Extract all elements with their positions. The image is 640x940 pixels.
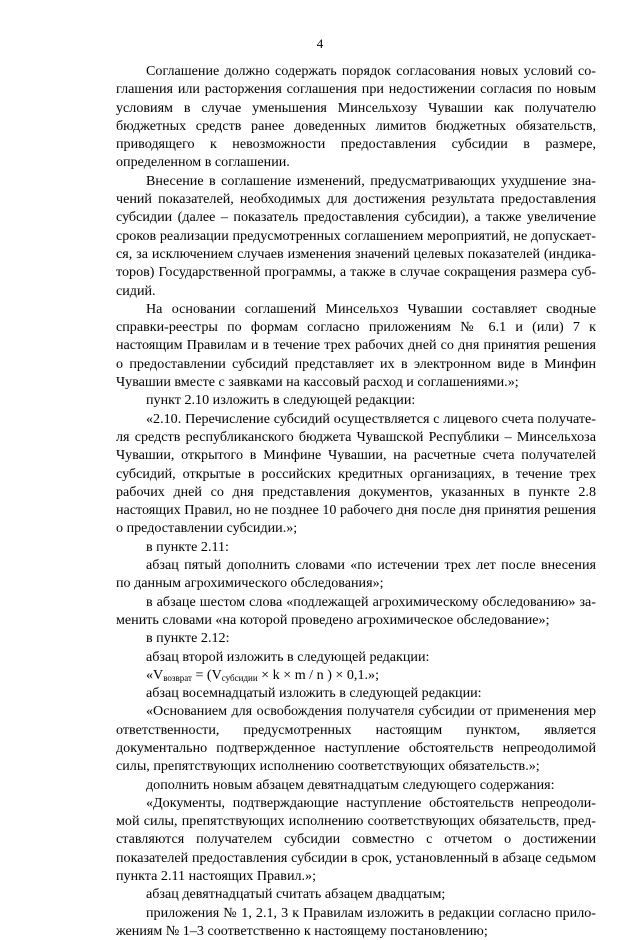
formula-rest: × k × m / n ) × 0,1.»; <box>257 666 379 683</box>
page-number: 4 <box>316 36 324 51</box>
formula-mid: = (V <box>191 666 222 683</box>
paragraph-documents-force-majeure: «Документы, подтверждающие наступление обстоятельств непреодолимой силы, препятствующих исполнению соответствующих обязательств, представляются получателем субсидии совместно с отчетом о достижении показателей предоставления субсидии в срок, установленный в абзаце седьмом пункта 2.11 настоящих Правил.»; <box>116 794 596 885</box>
paragraph-item-2-12-second: абзац второй изложить в следующей редакции: <box>146 648 430 665</box>
paragraph-force-majeure: «Основанием для освобождения получателя субсидии от применения мер ответственности, предусмотренных настоящим пунктом, является документально подтвержденное наступление обстоятельств непреодолимой силы, препятствующих исполнению соответствующих обязательств.»; <box>116 703 596 775</box>
paragraph-item-2-11-fifth: абзац пятый дополнить словами «по истечении трех лет после внесения по данным агрохимического обследования»; <box>116 557 596 592</box>
paragraph-appendices: приложения № 1, 2.1, 3 к Правилам изложить в редакции согласно приложениям № 1–3 соответственно к настоящему постановлению; <box>116 904 596 939</box>
paragraph-item-2-11-intro: в пункте 2.11: <box>146 538 229 555</box>
paragraph-registry-certificates: На основании соглашений Минсельхоз Чувашии составляет сводные справки-реестры по формам согласно приложениям № 6.1 и (или) 7 к настоящим Правилам и в течение трех рабочих дней со дня принятия решения о предоставлении субсидий представляет их в электронном виде в Минфин Чувашии вместе с заявками на кассовый расход и соглашениями.»; <box>116 300 596 391</box>
paragraph-item-2-12-eighteenth: абзац восемнадцатый изложить в следующей редакции: <box>146 685 482 702</box>
document-body <box>116 62 596 940</box>
paragraph-item-2-11-sixth: в абзаце шестом слова «подлежащей агрохимическому обследованию» заменить словами «на которой проведено агрохимическое обследование»; <box>116 593 596 628</box>
paragraph-item-2-10-intro: пункт 2.10 изложить в следующей редакции: <box>146 392 416 409</box>
formula-open: «V <box>146 666 164 683</box>
paragraph-agreement-procedure: Соглашение должно содержать порядок согласования новых условий соглашения или расторжения соглашения при недостижении согласия по новым условиям в случае уменьшения Минсельхозу Чувашии как получателю бюджетных средств ранее доведенных лимитов бюджетных обязательств, приводящего к невозможности предоставления субсидии в размере, определенном в соглашении. <box>116 63 596 171</box>
paragraph-new-nineteenth: дополнить новым абзацем девятнадцатым следующего содержания: <box>146 776 555 793</box>
paragraph-renumber: абзац девятнадцатый считать абзацем двадцатым; <box>146 886 446 903</box>
paragraph-agreement-changes: Внесение в соглашение изменений, предусматривающих ухудшение значений показателей, необходимых для достижения результата предоставления субсидии (далее – показатель предоставления субсидии), а также увеличение сроков реализации предусмотренных соглашением мероприятий, не допускается, за исключением случаев изменения значений целевых показателей (индикаторов) Государственной программы, а также в случае сокращения размера субсидий. <box>116 172 596 299</box>
paragraph-item-2-12-intro: в пункте 2.12: <box>146 630 230 647</box>
paragraph-item-2-10-text: «2.10. Перечисление субсидий осуществляется с лицевого счета получателя средств республиканского бюджета Чувашской Республики – Минсельхоза Чувашии, открытого в Минфине Чувашии, на расчетные счета получателей субсидий, открытые в российских кредитных организациях, в течение трех рабочих дней со дня представления документов, указанных в пункте 2.8 настоящих Правил, но не позднее 10 рабочего дня после дня принятия решения о предоставлении субсидии.»; <box>116 410 596 537</box>
formula-sub-subsidy: субсидии <box>221 672 258 683</box>
formula-line <box>116 666 596 684</box>
formula-sub-return: возврат <box>163 672 192 683</box>
